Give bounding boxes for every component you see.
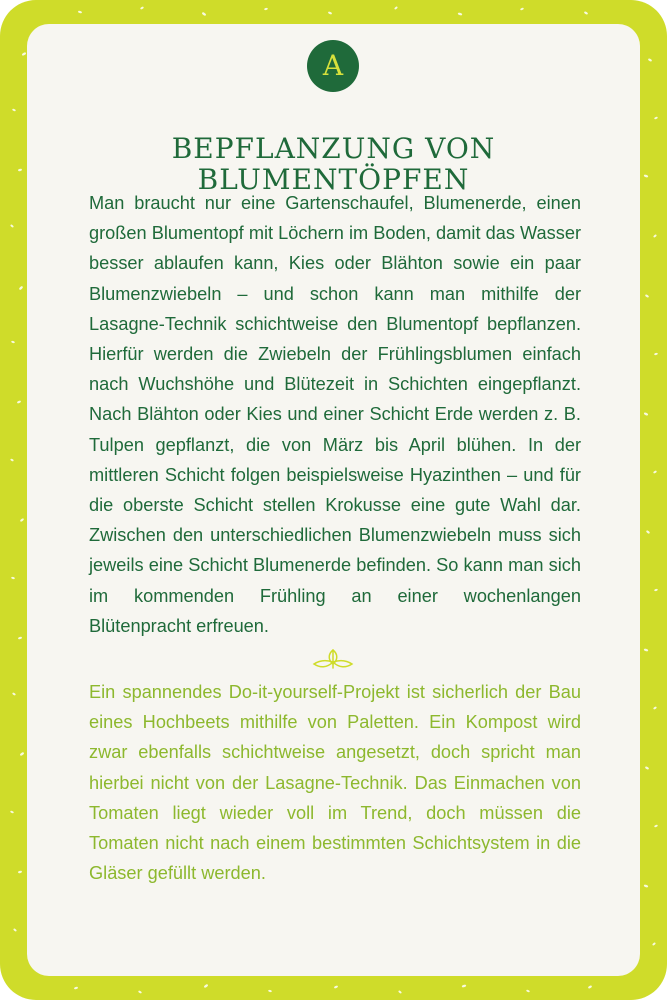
page-title: BEPFLANZUNG VON BLUMENTÖPFEN — [171, 132, 496, 196]
letter-badge — [307, 40, 359, 92]
badge-letter: A — [322, 49, 344, 82]
main-paragraph: Man braucht nur eine Gartenschaufel, Blumenerde, einen großen Blumentopf mit Löchern im Boden, damit das Wasser besser ablaufen kann, Kies oder Blähton sowie ein paar Blumenzwiebeln – und schon kann man mithilfe der Lasagne-Technik schichtweise den Blumentopf bepflanzen. Hierfür werden die Zwiebeln der Frühlingsblumen einfach nach Wuchshöhe und Blütezeit in Schichten eingepflanzt. Nach Blähton oder Kies und einer Schicht Erde werden z. B. Tulpen gepflanzt, die von März bis April blühen. In der mittleren Schicht folgen beispielsweise Hyazinthen – und für die oberste Schicht stellen Krokusse eine gute Wahl dar. Zwischen den unterschiedlichen Blumenzwiebeln muss sich jeweils eine Schicht Blumenerde befinden. So kann man sich im kommenden Frühling an einer wochenlangen Blütenpracht erfreuen. — [89, 193, 581, 636]
secondary-paragraph: Ein spannendes Do-it-yourself-Projekt ist sicherlich der Bau eines Hochbeets mithilfe von Paletten. Ein Kompost wird zwar ebenfalls schichtweise angesetzt, doch spricht man hierbei nicht von der Lasagne-Technik. Das Einmachen von Tomaten liegt wieder voll im Trend, doch müssen die Tomaten nicht nach einem bestimmten Schichtsystem in die Gläser gefüllt werden. — [89, 682, 581, 884]
leaf-ornament-icon — [308, 646, 358, 670]
